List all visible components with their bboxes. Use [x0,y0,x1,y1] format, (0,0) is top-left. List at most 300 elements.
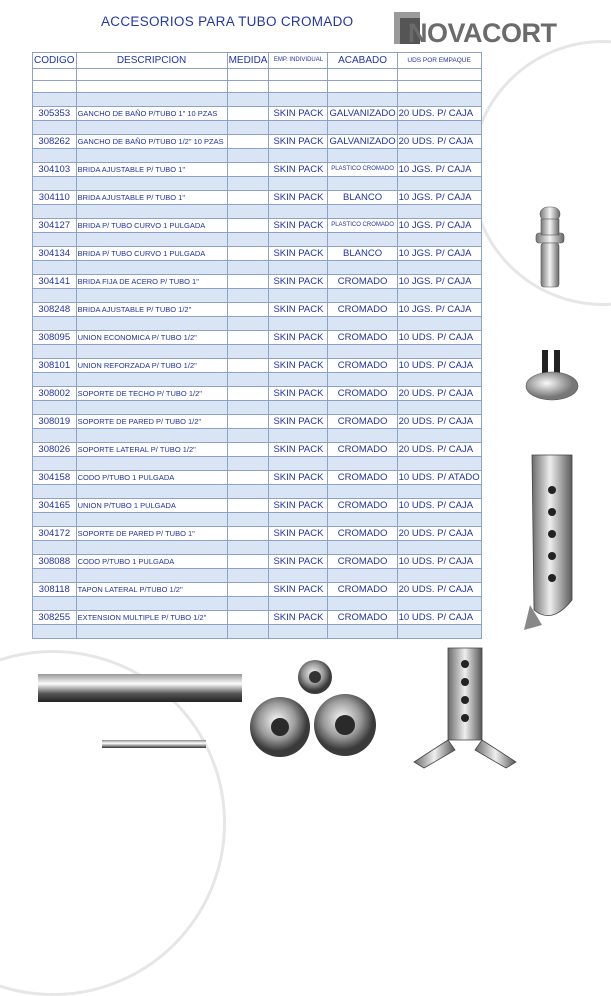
cell-acabado: CROMADO [328,387,397,401]
empty-cell [397,317,481,331]
cell-codigo: 304103 [33,163,77,177]
table-row [33,275,482,289]
cell-descripcion: CODO P/TUBO 1 PULGADA [76,555,227,569]
empty-cell [269,205,328,219]
empty-cell [269,429,328,443]
empty-cell [33,429,77,443]
cell-acabado: CROMADO [328,555,397,569]
cell-descripcion: SOPORTE DE PARED P/ TUBO 1/2" [76,415,227,429]
table-row [33,443,482,457]
spacer-row [33,69,482,81]
empty-cell [328,81,397,93]
table-row [33,555,482,569]
empty-cell [227,233,269,247]
empty-cell [328,485,397,499]
col-header-uds: UDS POR EMPAQUE [397,53,481,69]
empty-cell [397,177,481,191]
spacer-row [33,261,482,275]
cell-emp-individual: SKIN PACK [269,527,328,541]
cell-uds: 20 UDS. P/ CAJA [397,135,481,149]
empty-cell [397,205,481,219]
empty-cell [227,541,269,555]
cell-medida [227,247,269,261]
empty-cell [76,233,227,247]
spacer-row [33,429,482,443]
cell-descripcion: BRIDA AJUSTABLE P/ TUBO 1/2" [76,303,227,317]
cell-descripcion: UNION ECONOMICA P/ TUBO 1/2" [76,331,227,345]
empty-cell [397,597,481,611]
cell-emp-individual: SKIN PACK [269,359,328,373]
empty-cell [269,485,328,499]
cell-emp-individual: SKIN PACK [269,415,328,429]
cell-emp-individual: SKIN PACK [269,303,328,317]
cell-descripcion: SOPORTE DE TECHO P/ TUBO 1/2" [76,387,227,401]
empty-cell [76,205,227,219]
cell-descripcion: GANCHO DE BAÑO P/TUBO 1" 10 PZAS [76,107,227,121]
cell-acabado: CROMADO [328,331,397,345]
empty-cell [269,261,328,275]
cell-descripcion: GANCHO DE BAÑO P/TUBO 1/2" 10 PZAS [76,135,227,149]
cell-codigo: 308002 [33,387,77,401]
cell-codigo: 308255 [33,611,77,625]
cell-acabado: CROMADO [328,499,397,513]
empty-cell [269,317,328,331]
cell-medida [227,499,269,513]
cell-medida [227,303,269,317]
cell-emp-individual: SKIN PACK [269,107,328,121]
empty-cell [397,289,481,303]
cell-acabado: PLASTICO CROMADO [328,219,397,233]
empty-cell [76,597,227,611]
empty-cell [33,513,77,527]
cell-medida [227,387,269,401]
spacer-row [33,177,482,191]
cell-acabado: CROMADO [328,527,397,541]
empty-cell [269,541,328,555]
empty-cell [328,541,397,555]
empty-cell [227,373,269,387]
spacer-row [33,317,482,331]
cell-codigo: 308262 [33,135,77,149]
cell-codigo: 308118 [33,583,77,597]
empty-cell [76,485,227,499]
cell-acabado: CROMADO [328,443,397,457]
cell-descripcion: BRIDA AJUSTABLE P/ TUBO 1" [76,163,227,177]
empty-cell [397,513,481,527]
spacer-row [33,205,482,219]
empty-cell [76,429,227,443]
cell-uds: 20 UDS. P/ CAJA [397,443,481,457]
cell-uds: 10 JGS. P/ CAJA [397,275,481,289]
cell-uds: 10 UDS. P/ ATADO [398,472,480,483]
empty-cell [328,401,397,415]
empty-cell [269,513,328,527]
empty-cell [227,569,269,583]
table-row [33,135,482,149]
empty-cell [227,93,269,107]
empty-cell [328,149,397,163]
cell-emp-individual: SKIN PACK [269,555,328,569]
cell-emp-individual: SKIN PACK [269,471,328,485]
cell-acabado: GALVANIZADO [329,136,396,147]
table-row [33,387,482,401]
cell-medida [227,275,269,289]
empty-cell [76,177,227,191]
cell-uds: 10 UDS. P/ CAJA [397,331,481,345]
table-row [33,527,482,541]
spacer-row [33,93,482,107]
empty-cell [397,625,481,639]
empty-cell [269,149,328,163]
table-row [33,303,482,317]
spacer-row [33,513,482,527]
empty-cell [397,121,481,135]
cell-emp-individual: SKIN PACK [269,583,328,597]
cell-medida [227,163,269,177]
empty-cell [76,457,227,471]
empty-cell [33,625,77,639]
empty-cell [76,81,227,93]
cell-descripcion: BRIDA P/ TUBO CURVO 1 PULGADA [76,219,227,233]
cell-codigo: 304127 [33,219,77,233]
cell-uds: 10 UDS. P/ CAJA [397,499,481,513]
empty-cell [33,177,77,191]
empty-cell [269,177,328,191]
empty-cell [397,233,481,247]
spacer-row [33,289,482,303]
empty-cell [328,597,397,611]
cell-medida [227,359,269,373]
empty-cell [397,373,481,387]
spacer-row [33,457,482,471]
empty-cell [269,569,328,583]
cell-descripcion: UNION P/TUBO 1 PULGADA [76,499,227,513]
empty-cell [227,429,269,443]
empty-cell [76,625,227,639]
empty-cell [76,541,227,555]
empty-cell [33,597,77,611]
cell-uds: 10 UDS. P/ CAJA [397,359,481,373]
empty-cell [397,261,481,275]
ceiling-bracket-photo [410,640,520,775]
cell-acabado: GALVANIZADO [329,108,396,119]
cell-medida [227,415,269,429]
rod-photo [100,738,210,750]
cell-uds: 20 UDS. P/ CAJA [397,583,481,597]
cell-uds: 10 UDS. P/ CAJA [397,555,481,569]
spacer-row [33,401,482,415]
table-row [33,247,482,261]
empty-cell [227,345,269,359]
empty-cell [76,345,227,359]
table-row [33,611,482,625]
cell-uds: 20 UDS. P/ CAJA [397,527,481,541]
cell-emp-individual: SKIN PACK [269,163,328,177]
spacer-row [33,233,482,247]
table-row [33,107,482,121]
cell-acabado: CROMADO [328,611,397,625]
empty-cell [328,625,397,639]
empty-cell [269,93,328,107]
empty-cell [269,457,328,471]
cell-uds: 10 JGS. P/ CAJA [397,191,481,205]
empty-cell [76,69,227,81]
cell-medida [227,611,269,625]
empty-cell [328,429,397,443]
cell-medida [227,527,269,541]
empty-cell [33,205,77,219]
cell-codigo: 308088 [33,555,77,569]
empty-cell [328,261,397,275]
cell-uds: 10 JGS. P/ CAJA [397,163,481,177]
empty-cell [33,233,77,247]
empty-cell [227,457,269,471]
empty-cell [397,401,481,415]
empty-cell [328,233,397,247]
cell-uds: 20 UDS. P/ CAJA [397,107,481,121]
empty-cell [76,149,227,163]
spacer-row [33,81,482,93]
cell-acabado: CROMADO [328,359,397,373]
cell-descripcion: CODO P/TUBO 1 PULGADA [76,471,227,485]
empty-cell [76,121,227,135]
brand-logo [394,8,564,50]
empty-cell [227,177,269,191]
cell-uds: 10 JGS. P/ CAJA [397,303,481,317]
cell-emp-individual: SKIN PACK [269,499,328,513]
cell-descripcion: SOPORTE DE PARED P/ TUBO 1" [76,527,227,541]
empty-cell [328,317,397,331]
cell-descripcion: UNION REFORZADA P/ TUBO 1/2" [76,359,227,373]
tube-photo [36,670,246,706]
empty-cell [76,373,227,387]
empty-cell [227,69,269,81]
empty-cell [33,81,77,93]
table-row [33,163,482,177]
empty-cell [269,121,328,135]
empty-cell [227,401,269,415]
cell-descripcion: TAPON LATERAL P/TUBO 1/2" [76,583,227,597]
cell-acabado: BLANCO [328,191,397,205]
cell-descripcion: BRIDA FIJA DE ACERO P/ TUBO 1" [76,275,227,289]
table-row [33,583,482,597]
spacer-row [33,569,482,583]
spacer-row [33,121,482,135]
empty-cell [33,121,77,135]
cell-acabado: CROMADO [328,303,397,317]
empty-cell [76,317,227,331]
empty-cell [227,513,269,527]
empty-cell [227,121,269,135]
empty-cell [269,597,328,611]
empty-cell [76,513,227,527]
empty-cell [227,625,269,639]
empty-cell [76,401,227,415]
empty-cell [33,149,77,163]
empty-cell [397,69,481,81]
cell-medida [227,331,269,345]
cell-descripcion: BRIDA P/ TUBO CURVO 1 PULGADA [76,247,227,261]
cell-acabado: CROMADO [328,471,397,485]
cell-codigo: 304110 [33,191,77,205]
spacer-row [33,485,482,499]
spacer-row [33,541,482,555]
empty-cell [397,541,481,555]
col-header-codigo: CODIGO [33,53,77,69]
spacer-row [33,625,482,639]
cell-medida [227,443,269,457]
table-row [33,499,482,513]
empty-cell [328,205,397,219]
cell-uds: 20 UDS. P/ CAJA [397,415,481,429]
empty-cell [269,81,328,93]
empty-cell [328,177,397,191]
empty-cell [397,485,481,499]
empty-cell [33,345,77,359]
empty-cell [397,429,481,443]
empty-cell [33,569,77,583]
empty-cell [227,261,269,275]
table-row [33,359,482,373]
col-header-descripcion: DESCRIPCION [76,53,227,69]
cell-uds: 10 UDS. P/ CAJA [397,611,481,625]
cap-fitting-photo [522,348,582,404]
cell-emp-individual: SKIN PACK [269,275,328,289]
empty-cell [227,81,269,93]
empty-cell [397,345,481,359]
cell-acabado: PLASTICO CROMADO [328,163,397,177]
col-header-medida: MEDIDA [227,53,269,69]
cell-medida [227,555,269,569]
cell-medida [227,471,269,485]
cell-uds: 10 JGS. P/ CAJA [397,219,481,233]
empty-cell [227,149,269,163]
spacer-row [33,345,482,359]
cell-acabado: CROMADO [328,583,397,597]
empty-cell [33,317,77,331]
empty-cell [33,69,77,81]
product-table [32,52,482,639]
cell-emp-individual: SKIN PACK [269,331,328,345]
empty-cell [33,401,77,415]
cell-emp-individual: SKIN PACK [269,443,328,457]
cell-codigo: 304165 [33,499,77,513]
col-header-acabado: ACABADO [328,53,397,69]
cell-emp-individual: SKIN PACK [269,219,328,233]
empty-cell [269,345,328,359]
empty-cell [227,485,269,499]
table-row [33,415,482,429]
cell-medida [227,219,269,233]
cell-emp-individual: SKIN PACK [269,191,328,205]
cell-medida [227,107,269,121]
empty-cell [269,233,328,247]
flange-set-photo [245,655,395,765]
cell-acabado: CROMADO [328,415,397,429]
empty-cell [33,289,77,303]
empty-cell [397,149,481,163]
cell-codigo: 308248 [33,303,77,317]
empty-cell [269,69,328,81]
cell-emp-individual: SKIN PACK [269,135,328,149]
empty-cell [328,569,397,583]
cell-uds: 10 JGS. P/ CAJA [397,247,481,261]
table-row [33,331,482,345]
empty-cell [328,93,397,107]
empty-cell [328,457,397,471]
empty-cell [227,317,269,331]
empty-cell [397,457,481,471]
cell-emp-individual: SKIN PACK [269,611,328,625]
table-row [33,471,482,485]
cell-codigo: 308019 [33,415,77,429]
cell-emp-individual: SKIN PACK [269,387,328,401]
cell-codigo: 304141 [33,275,77,289]
empty-cell [76,261,227,275]
empty-cell [76,569,227,583]
empty-cell [328,289,397,303]
spacer-row [33,373,482,387]
cell-codigo: 305353 [33,107,77,121]
empty-cell [269,373,328,387]
cell-descripcion: BRIDA AJUSTABLE P/ TUBO 1" [76,191,227,205]
empty-cell [76,289,227,303]
empty-cell [328,69,397,81]
empty-cell [328,513,397,527]
page-title: ACCESORIOS PARA TUBO CROMADO [101,14,354,29]
cell-descripcion: EXTENSION MULTIPLE P/ TUBO 1/2" [76,611,227,625]
empty-cell [397,569,481,583]
empty-cell [33,485,77,499]
table-row [33,219,482,233]
perforated-bracket-photo [522,450,582,635]
empty-cell [269,289,328,303]
empty-cell [227,289,269,303]
spacer-row [33,149,482,163]
pin-fitting-photo [528,205,572,290]
empty-cell [33,93,77,107]
table-row [33,191,482,205]
cell-codigo: 304158 [33,471,77,485]
spacer-row [33,597,482,611]
cell-codigo: 304134 [33,247,77,261]
cell-codigo: 308095 [33,331,77,345]
cell-medida [227,135,269,149]
logo-wordmark: NOVACORT [408,18,557,48]
empty-cell [269,401,328,415]
col-header-emp: EMP. INDIVIDUAL [269,53,328,69]
empty-cell [397,81,481,93]
empty-cell [33,373,77,387]
cell-acabado: CROMADO [328,275,397,289]
empty-cell [33,457,77,471]
cell-codigo: 308101 [33,359,77,373]
cell-codigo: 308026 [33,443,77,457]
empty-cell [227,205,269,219]
empty-cell [397,93,481,107]
empty-cell [328,373,397,387]
empty-cell [269,625,328,639]
cell-medida [227,191,269,205]
table-header-row [33,53,482,69]
cell-descripcion: SOPORTE LATERAL P/ TUBO 1/2" [76,443,227,457]
cell-medida [227,583,269,597]
empty-cell [328,345,397,359]
empty-cell [76,93,227,107]
cell-uds: 20 UDS. P/ CAJA [397,387,481,401]
empty-cell [328,121,397,135]
cell-emp-individual: SKIN PACK [269,247,328,261]
